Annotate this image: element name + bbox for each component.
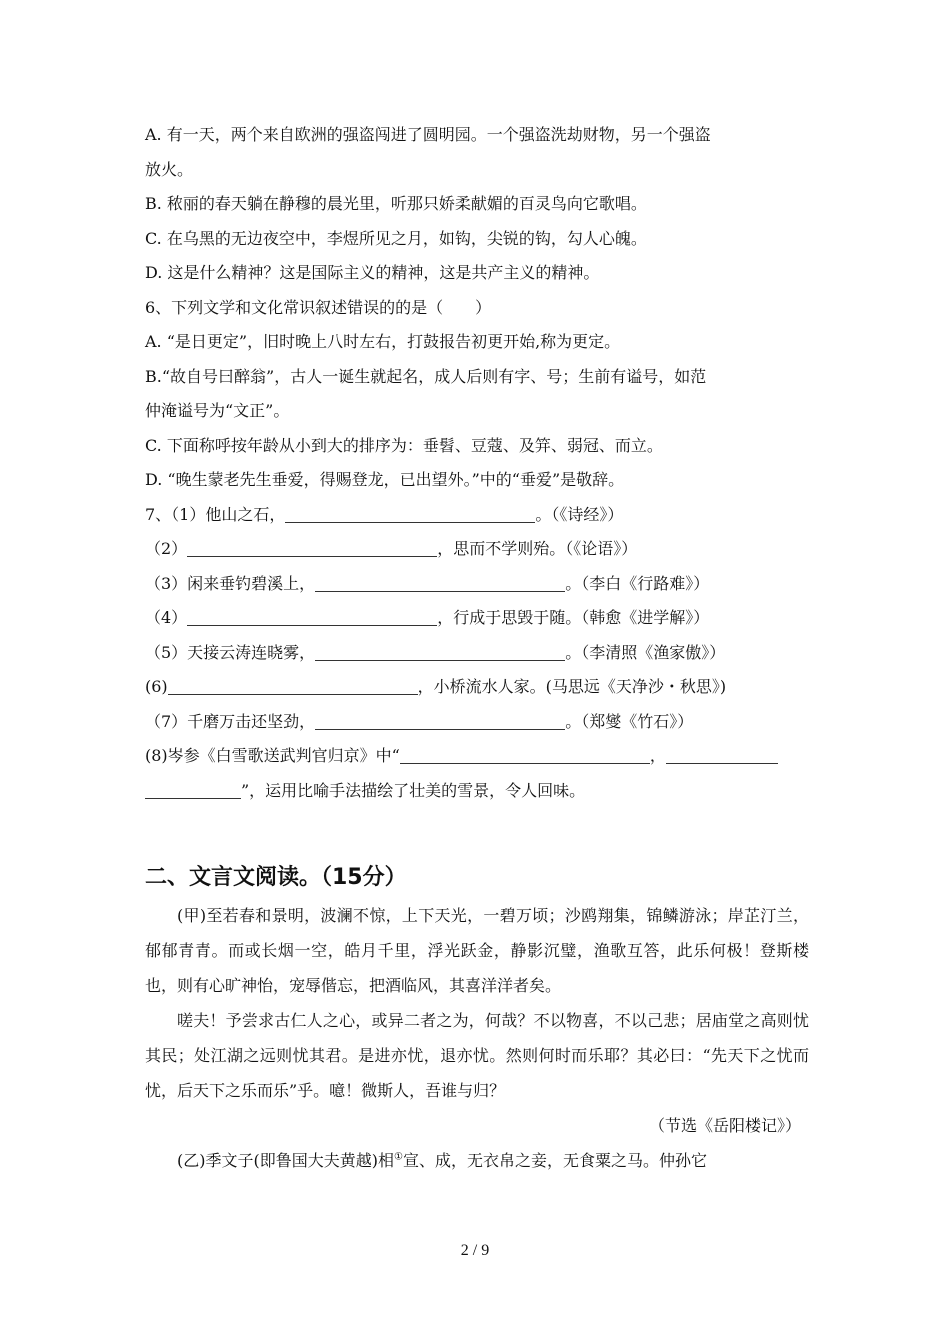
fill-blank-8c[interactable]	[145, 780, 241, 799]
q7-item-8-comma: ，	[649, 746, 666, 765]
q7-item-6-prefix: (6)	[145, 677, 168, 696]
page-content	[145, 118, 809, 1178]
passage-yi-text-start: (乙)季文子(即鲁国大夫黄越)相	[177, 1151, 394, 1170]
page-number: 2 / 9	[460, 1242, 490, 1259]
footnote-marker: ①	[393, 1151, 403, 1163]
fill-blank-2[interactable]	[187, 538, 437, 557]
passage-source: （节选《岳阳楼记》）	[648, 1116, 801, 1135]
section-2-title: 二、文言文阅读。（15分）	[145, 865, 407, 890]
q7-item-1-suffix: 。（《诗经》）	[535, 504, 624, 524]
fill-blank-5[interactable]	[315, 642, 565, 661]
q5-option-d: D. 这是什么精神？这是国际主义的精神，这是共产主义的精神。	[145, 263, 600, 282]
q7-item-3-suffix: 。（李白《行路难》）	[565, 573, 710, 593]
q7-item-2	[145, 532, 809, 567]
q6-option-b-line1: B.“故自号曰醉翁”，古人一诞生就起名，成人后则有字、号；生前有谥号，如范	[145, 366, 707, 386]
q6-stem: 6、下列文学和文化常识叙述错误的的是（ ）	[145, 297, 492, 317]
q5-option-b: B. 秾丽的春天躺在静穆的晨光里，听那只娇柔献媚的百灵鸟向它歌唱。	[145, 194, 647, 213]
q7-item-8	[145, 739, 809, 774]
q7-item-8-prefix: (8)岑参《白雪歌送武判官归京》中“	[145, 746, 400, 765]
q7-item-2-suffix: ，思而不学则殆。（《论语》）	[437, 539, 638, 558]
fill-blank-8a[interactable]	[400, 745, 650, 764]
q6-option-c: C. 下面称呼按年龄从小到大的排序为：垂髫、豆蔻、及笄、弱冠、而立。	[145, 435, 663, 455]
q7-item-8-suffix: ”，运用比喻手法描绘了壮美的雪景，令人回味。	[241, 780, 586, 800]
q7-item-6	[145, 670, 809, 705]
passage-yi-text-end: 宣、成，无衣帛之妾，无食粟之马。仲孙它	[402, 1151, 707, 1170]
passage-yi-paragraph	[145, 1143, 809, 1178]
q6-option-a: A. “是日更定”，旧时晚上八时左右，打鼓报告初更开始,称为更定。	[145, 332, 621, 351]
q7-item-5	[145, 636, 809, 671]
q7-item-6-suffix: ，小桥流水人家。(马思远《天净沙・秋思》)	[417, 677, 727, 696]
q7-item-3	[145, 567, 809, 602]
fill-blank-4[interactable]	[187, 607, 437, 626]
q7-item-7-suffix: 。（郑燮《竹石》）	[565, 711, 694, 731]
q7-item-5-suffix: 。（李清照《渔家傲》）	[565, 642, 726, 662]
q7-item-2-prefix: （2）	[145, 539, 188, 558]
fill-blank-1[interactable]	[285, 504, 535, 523]
fill-blank-6[interactable]	[168, 676, 418, 695]
q7-item-7	[145, 705, 809, 740]
q5-option-c: C. 在乌黑的无边夜空中，李煜所见之月，如钩，尖锐的钩，勾人心魄。	[145, 228, 647, 248]
q5-option-a-line1: A. 有一天，两个来自欧洲的强盗闯进了圆明园。一个强盗洗劫财物，另一个强盗	[145, 125, 711, 144]
q7-item-4-prefix: （4）	[145, 608, 188, 627]
q7-item-4	[145, 601, 809, 636]
passage-jia-paragraph-2: 嗟夫！予尝求古仁人之心，或异二者之为，何哉？不以物喜，不以己悲；居庙堂之高则忧其民；处江湖之远则忧其君。是进亦忧，退亦忧。然则何时而乐耶？其必曰：“先天下之忧而忧，后天下之乐而乐”乎。噫！微斯人，吾谁与归？	[145, 1011, 809, 1100]
q6-option-d: D. “晚生蒙老先生垂爱，得赐登龙，已出望外。”中的“垂爱”是敬辞。	[145, 470, 625, 489]
q5-option-a-line2: 放火。	[145, 159, 194, 179]
passage-jia-paragraph-1: (甲)至若春和景明，波澜不惊，上下天光，一碧万顷；沙鸥翔集，锦鳞游泳；岸芷汀兰，郁郁青青。而或长烟一空，皓月千里，浮光跃金，静影沉璧，渔歌互答，此乐何极！登斯楼也，则有心旷神怡，宠辱偕忘，把酒临风，其喜洋洋者矣。	[145, 906, 809, 995]
q7-item-1-prefix: 7、（1）他山之石，	[145, 504, 286, 524]
fill-blank-3[interactable]	[315, 573, 565, 592]
q7-item-8-cont	[145, 774, 809, 809]
q6-option-b-line2: 仲淹谥号为“文正”。	[145, 401, 290, 420]
q7-item-7-prefix: （7）千磨万击还坚劲，	[145, 711, 316, 731]
q7-item-3-prefix: （3）闲来垂钓碧溪上，	[145, 573, 316, 593]
q7-item-5-prefix: （5）天接云涛连晓雾，	[145, 642, 316, 662]
fill-blank-8b[interactable]	[666, 745, 778, 764]
q7-item-1	[145, 498, 809, 533]
q7-item-4-suffix: ，行成于思毁于随。（韩愈《进学解》）	[437, 608, 710, 627]
fill-blank-7[interactable]	[315, 711, 565, 730]
